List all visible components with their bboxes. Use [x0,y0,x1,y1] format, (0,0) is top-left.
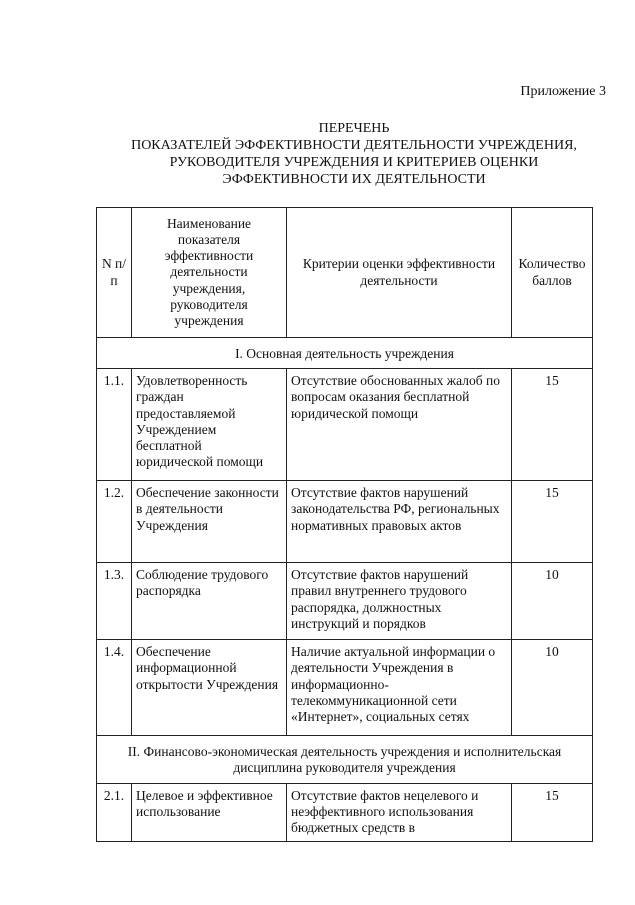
section-title: II. Финансово-экономическая деятельность учреждения и исполнительская дисциплина руководителя учреждения [97,736,593,783]
indicators-table [96,207,593,842]
table-row [97,640,593,736]
row-criteria: Отсутствие фактов нарушений правил внутреннего трудового распорядка, должностных инструкций и порядков [287,563,512,640]
row-points: 15 [512,369,593,481]
row-num: 1.2. [97,481,132,563]
row-criteria: Отсутствие фактов нарушений законодательства РФ, региональных нормативных правовых актов [287,481,512,563]
table-row [97,783,593,841]
title-line-4: ЭФФЕКТИВНОСТИ ИХ ДЕЯТЕЛЬНОСТИ [222,172,486,187]
title-line-2: ПОКАЗАТЕЛЕЙ ЭФФЕКТИВНОСТИ ДЕЯТЕЛЬНОСТИ УЧРЕЖДЕНИЯ, [131,138,577,153]
row-name: Удовлетворенность граждан предоставляемой Учреждением бесплатной юридической помощи [132,369,287,481]
row-num: 2.1. [97,783,132,841]
header-points: Количество баллов [512,208,593,338]
row-criteria: Наличие актуальной информации о деятельности Учреждения в информационно-телекоммуникационной сети «Интернет», социальных сетях [287,640,512,736]
section-title: I. Основная деятельность учреждения [97,338,593,369]
header-num: N п/п [97,208,132,338]
section-row [97,338,593,369]
table-header-row [97,208,593,338]
row-criteria: Отсутствие фактов нецелевого и неэффективного использования бюджетных средств в [287,783,512,841]
row-points: 15 [512,783,593,841]
header-criteria: Критерии оценки эффективности деятельности [287,208,512,338]
row-name: Соблюдение трудового распорядка [132,563,287,640]
title-line-1: ПЕРЕЧЕНЬ [318,121,390,136]
appendix-label: Приложение 3 [520,84,606,99]
row-num: 1.4. [97,640,132,736]
document-title [96,120,612,188]
row-points: 10 [512,563,593,640]
table-row [97,563,593,640]
header-name: Наименование показателя эффективности деятельности учреждения, руководителя учреждения [132,208,287,338]
row-points: 10 [512,640,593,736]
row-name: Обеспечение информационной открытости Учреждения [132,640,287,736]
row-points: 15 [512,481,593,563]
row-name: Обеспечение законности в деятельности Учреждения [132,481,287,563]
row-num: 1.1. [97,369,132,481]
row-name: Целевое и эффективное использование [132,783,287,841]
row-num: 1.3. [97,563,132,640]
table-row [97,369,593,481]
row-criteria: Отсутствие обоснованных жалоб по вопросам оказания бесплатной юридической помощи [287,369,512,481]
table-row [97,481,593,563]
section-row [97,736,593,783]
title-line-3: РУКОВОДИТЕЛЯ УЧРЕЖДЕНИЯ И КРИТЕРИЕВ ОЦЕНКИ [169,155,539,170]
